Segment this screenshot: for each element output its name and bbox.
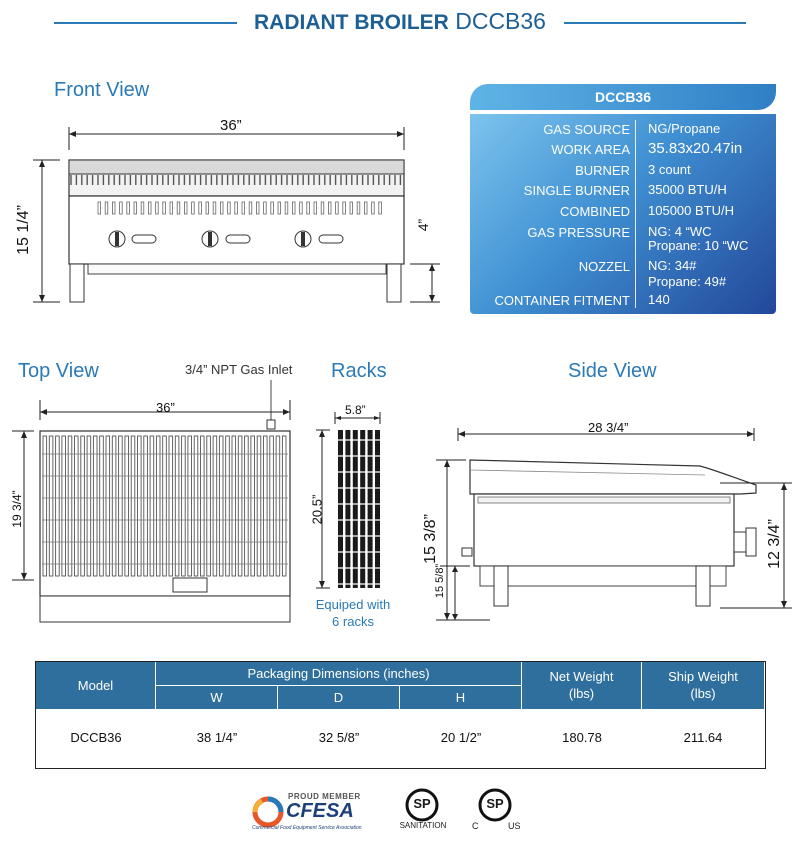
td-model: DCCB36	[70, 730, 122, 745]
side-height-dim: 15 3/8”	[422, 514, 439, 564]
td-h: 20 1/2”	[440, 730, 482, 745]
spec-key: SINGLE BURNER	[523, 183, 630, 198]
spec-key: COMBINED	[559, 204, 630, 219]
th-ship-line2: (lbs)	[690, 686, 716, 701]
td-ship: 211.64	[683, 730, 723, 745]
spec-key: GAS SOURCE	[543, 122, 630, 137]
spec-value: 3 count	[648, 162, 691, 177]
top-view-label: Top View	[18, 360, 99, 382]
th-net	[522, 662, 642, 709]
csa2-c: C	[472, 821, 479, 831]
front-height-dim: 15 1/4”	[15, 205, 32, 255]
csa2-mark: SP	[486, 796, 504, 811]
spec-key: BURNER	[575, 163, 630, 178]
spec-value: 35000 BTU/H	[648, 182, 727, 197]
th-h: H	[400, 686, 522, 709]
spec-value: 35.83x20.47in	[648, 140, 743, 157]
spec-key: GAS PRESSURE	[527, 225, 630, 240]
top-depth-dim: 19 3/4”	[10, 490, 24, 528]
spec-key: NOZZEL	[578, 259, 630, 274]
rack-length-dim: 20.5”	[309, 494, 325, 525]
racks-label: Racks	[331, 360, 387, 382]
cfesa-sub: Commercial Food Equipment Service Association	[252, 825, 362, 831]
th-net-line2: (lbs)	[568, 686, 595, 701]
front-leg-dim: 4”	[415, 218, 431, 232]
th-ship	[642, 662, 764, 709]
side-depth-dim: 28 3/4”	[588, 420, 629, 435]
csa-us-logo	[470, 788, 524, 838]
top-width-dim: 36”	[156, 400, 175, 415]
th-packaging: Packaging Dimensions (inches)	[156, 662, 522, 686]
side-leg-dim: 15 5/8”	[434, 563, 446, 599]
title-model: DCCB36	[455, 8, 546, 34]
cfesa-logo	[252, 790, 382, 836]
cfesa-name: CFESA	[286, 800, 354, 822]
side-view-label: Side View	[568, 360, 657, 382]
front-width-dim: 36”	[220, 117, 242, 134]
spec-key: WORK AREA	[551, 142, 630, 157]
spec-value: 140	[648, 292, 670, 307]
gas-inlet-label: 3/4” NPT Gas Inlet	[185, 362, 293, 377]
rack-note-line1: Equiped with	[315, 597, 391, 612]
spec-value: NG/Propane	[648, 121, 721, 136]
title-bold: RADIANT BROILER	[254, 11, 449, 34]
th-model: Model	[36, 662, 156, 709]
spec-value: 105000 BTU/H	[648, 203, 734, 218]
csa2-us: US	[508, 821, 521, 831]
csa1-label: SANITATION	[399, 821, 447, 830]
th-w: W	[156, 686, 278, 709]
th-ship-line1: Ship Weight	[668, 669, 738, 684]
packaging-table	[35, 661, 766, 769]
side-right-dim: 12 3/4”	[766, 519, 783, 569]
rack-note-line2: 6 racks	[332, 614, 374, 629]
spec-value: NG: 4 “WC	[648, 224, 712, 239]
th-net-line1: Net Weight	[549, 669, 614, 684]
spec-value: Propane: 49#	[648, 274, 727, 289]
spec-key: CONTAINER FITMENT	[494, 293, 630, 308]
cfesa-swirl-icon	[252, 796, 284, 828]
spec-value: Propane: 10 “WC	[648, 238, 749, 253]
csa-sanitation-logo	[398, 788, 448, 838]
spec-value: NG: 34#	[648, 258, 697, 273]
rack-width-dim: 5.8”	[345, 403, 366, 417]
cfesa-top: PROUD MEMBER	[288, 792, 361, 801]
td-w: 38 1/4”	[196, 730, 238, 745]
front-view-label: Front View	[54, 79, 150, 101]
spec-model: DCCB36	[470, 84, 776, 110]
th-d: D	[278, 686, 400, 709]
csa1-mark: SP	[413, 796, 431, 811]
td-net: 180.78	[562, 730, 602, 745]
td-d: 32 5/8”	[318, 730, 360, 745]
